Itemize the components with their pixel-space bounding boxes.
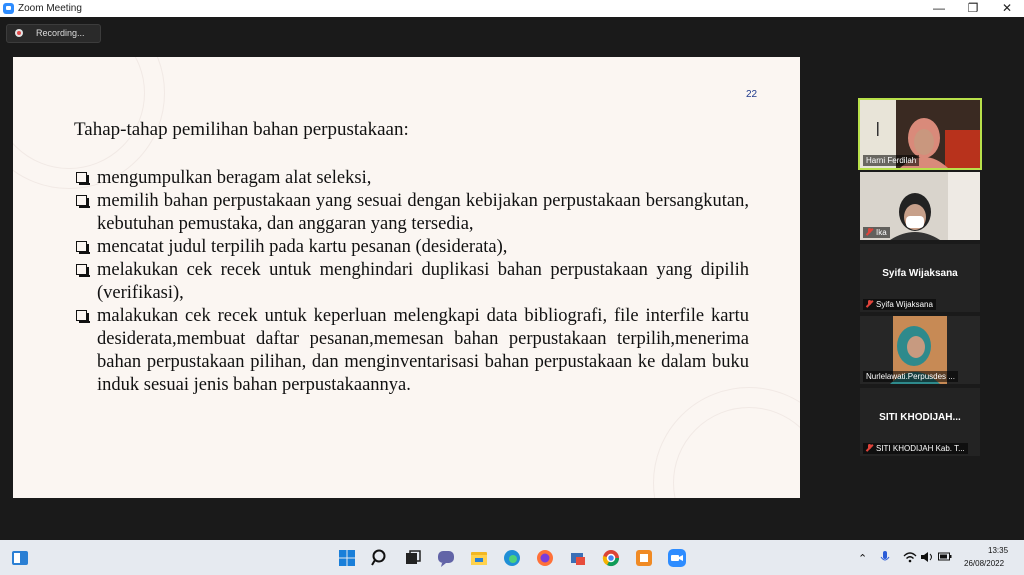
participant-name: Nurlelawati.Perpusdes ... [863,371,958,382]
participant-name-label [863,443,968,454]
bullet-text: mencatat judul terpilih pada kartu pesanan (desiderata), [97,237,508,257]
participant-display-name: SITI KHODIJAH... [879,412,961,423]
participant-tile-syifa[interactable] [860,244,980,312]
participant-name-label [863,227,890,238]
participant-name: Harni Ferdilah [863,155,919,166]
window-title: Zoom Meeting [18,3,82,14]
participant-tile-harni[interactable] [858,98,982,170]
checkbox-bullet-icon [76,172,87,183]
app-icon[interactable] [568,548,588,568]
slide-bullet-list [74,167,749,397]
file-explorer-icon[interactable] [469,548,489,568]
widgets-icon[interactable] [10,548,30,568]
bullet-text: melakukan cek recek untuk menghindari duplikasi bahan perpustakaan yang dipilih (verifikasi), [97,260,749,303]
participant-tile-ika[interactable] [860,172,980,240]
list-item [74,236,749,259]
participant-name: Syifa Wijaksana [876,300,933,309]
clock-date[interactable]: 26/08/2022 [964,559,1005,568]
firefox-icon[interactable] [535,548,555,568]
clock-time[interactable]: 13:35 [988,546,1009,555]
chrome-icon[interactable] [601,548,621,568]
zoom-app-icon [3,3,14,14]
recording-label: Recording... [36,28,85,38]
checkbox-bullet-icon [76,310,87,321]
volume-icon[interactable] [920,551,934,565]
search-icon[interactable] [370,548,390,568]
participant-name-label [863,299,936,310]
windows-taskbar [0,540,1024,575]
list-item [74,259,749,305]
bullet-text: malakukan cek recek untuk keperluan melengkapi data bibliografi, file interfile kartu desiderata,membuat daftar pesanan,memesan bahan perpustakaan terpilih,menerima bahan perpustakaan pilihan, dan menginventarisasi bahan perpustakaan ke dalam buku induk sesuai jenis bahan perpustakaannya. [97,306,749,395]
zoom-icon[interactable] [667,548,687,568]
checkbox-bullet-icon [76,241,87,252]
participant-tile-nurlelawati[interactable] [860,316,980,384]
app-orange-icon[interactable] [634,548,654,568]
slide-heading: Tahap-tahap pemilihan bahan perpustakaan: [74,119,409,140]
task-view-icon[interactable] [403,548,423,568]
shared-slide [13,57,800,498]
participant-name: SITI KHODIJAH Kab. T... [876,444,965,453]
recording-indicator[interactable] [6,24,101,43]
microphone-icon[interactable] [880,550,890,566]
windows-start-icon[interactable] [337,548,357,568]
teams-chat-icon[interactable] [436,548,456,568]
muted-mic-icon [866,300,873,308]
maximize-icon[interactable]: ❐ [967,1,979,15]
wifi-icon[interactable] [903,551,917,565]
list-item [74,190,749,236]
checkbox-bullet-icon [76,264,87,275]
bullet-text: memilih bahan perpustakaan yang sesuai dengan kebijakan perpustakaan bersangkutan, kebutuhan pemustaka, dan anggaran yang tersedia, [97,191,749,234]
slide-page-number: 22 [746,89,758,100]
edge-icon[interactable] [502,548,522,568]
close-icon[interactable]: ✕ [1001,1,1013,15]
window-titlebar [0,0,1024,17]
participant-tile-siti[interactable] [860,388,980,456]
minimize-icon[interactable]: — [933,1,945,15]
record-icon [15,29,23,37]
bullet-text: mengumpulkan beragam alat seleksi, [97,168,372,188]
muted-mic-icon [866,228,873,236]
checkbox-bullet-icon [76,195,87,206]
participant-name: Ika [876,228,887,237]
list-item [74,305,749,397]
muted-mic-icon [866,444,873,452]
list-item [74,167,749,190]
battery-icon[interactable] [938,552,952,564]
chevron-up-icon[interactable]: ⌃ [858,553,868,565]
participant-display-name: Syifa Wijaksana [882,268,958,279]
